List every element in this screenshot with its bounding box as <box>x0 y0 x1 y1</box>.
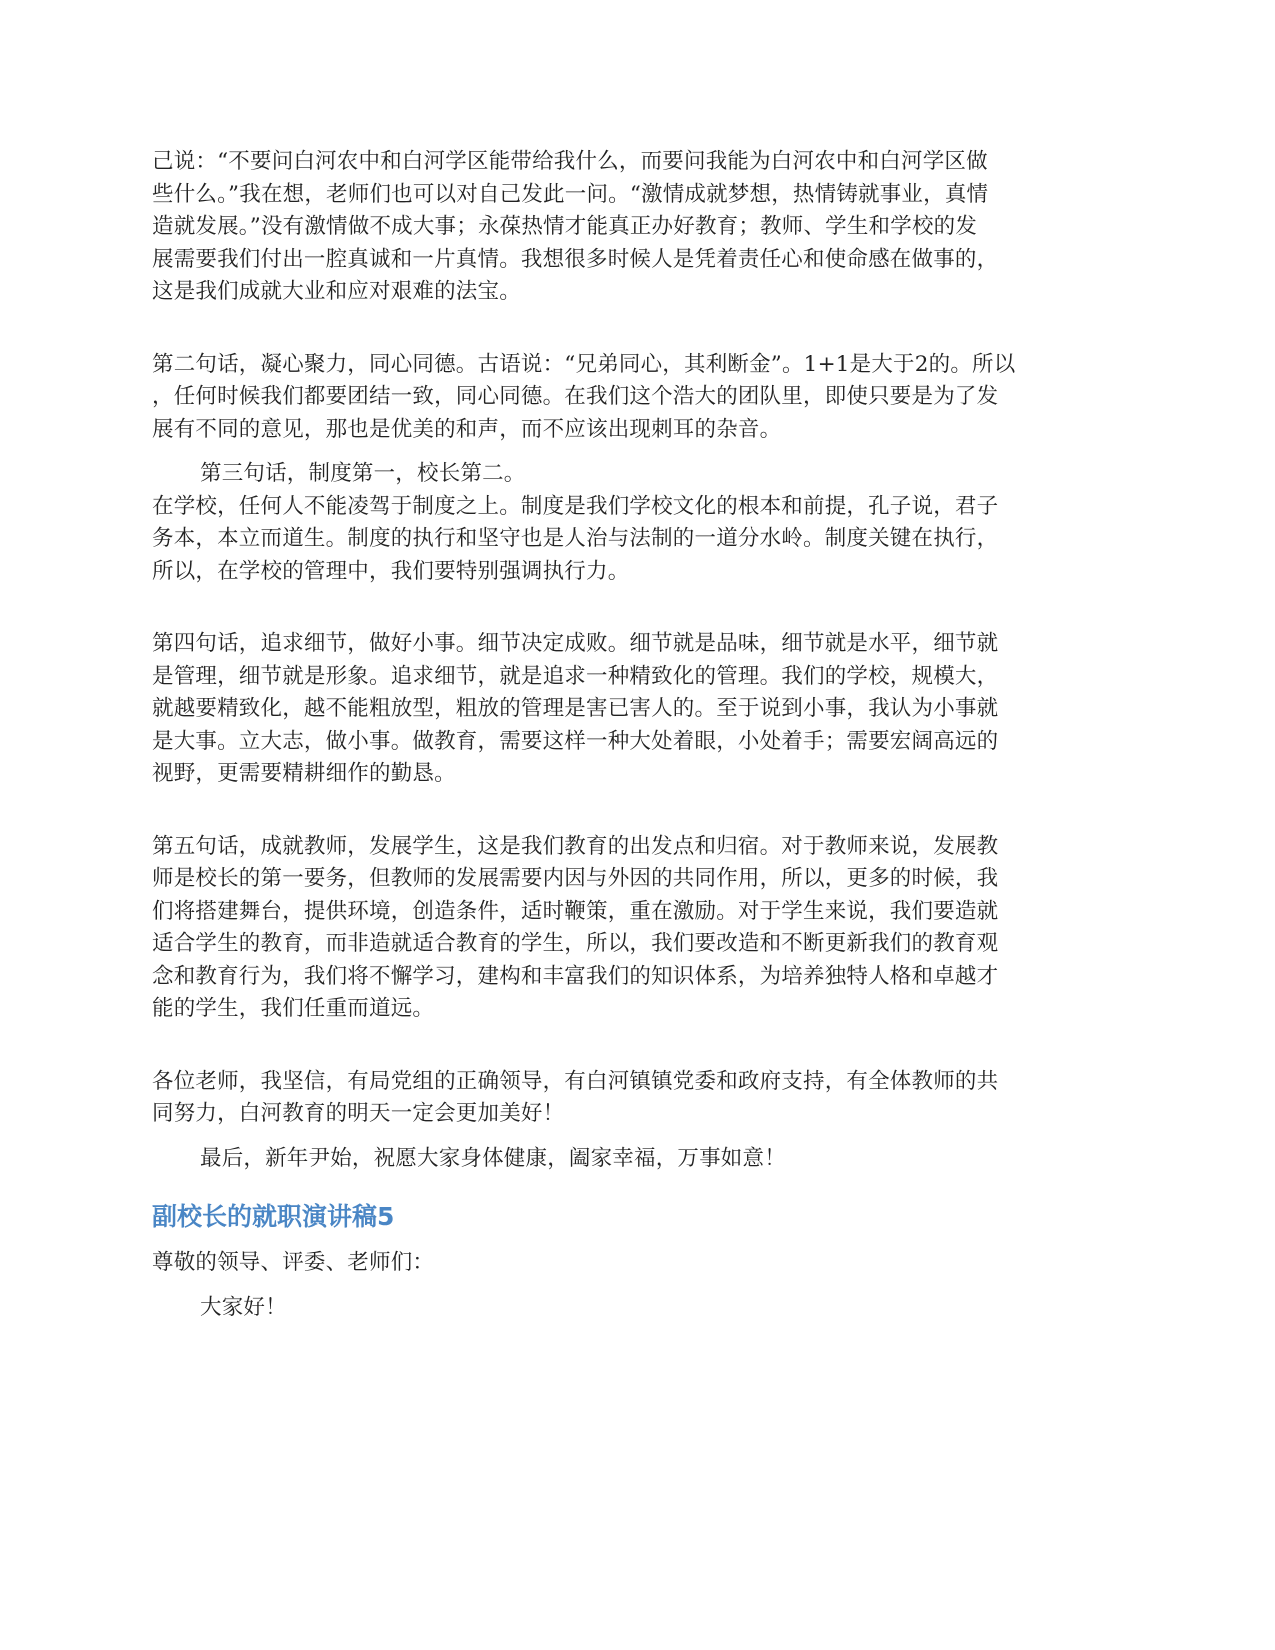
paragraph-6: 各位老师，我坚信，有局党组的正确领导，有白河镇镇党委和政府支持，有全体教师的共 同努力，白河教育的明天一定会更加美好！ <box>152 1068 999 1126</box>
paragraph-3-heading: 第三句话，制度第一，校长第二。 <box>200 461 526 486</box>
paragraph-7: 最后，新年尹始，祝愿大家身体健康，阖家幸福，万事如意！ <box>200 1145 786 1171</box>
paragraph-3-body: 在学校，任何人不能凌驾于制度之上。制度是我们学校文化的根本和前提，孔子说，君子 务本，本立而道生。制度的执行和坚守也是人治与法制的一道分水岭。制度关键在执行， 所以，在学校的管理中，我们要特别强调执行力。 <box>152 493 999 584</box>
paragraph-2: 第二句话，凝心聚力，同心同德。古语说：“兄弟同心，其利断金”。1+1是大于2的。所以 ，任何时候我们都要团结一致，同心同德。在我们这个浩大的团队里，即使只要是为了发 展有不同的意见，那也是优美的和声，而不应该出现刺耳的杂音。 <box>152 351 1016 442</box>
paragraph-5: 第五句话，成就教师，发展学生，这是我们教育的出发点和归宿。对于教师来说，发展教 师是校长的第一要务，但教师的发展需要内因与外因的共同作用，所以，更多的时候，我 们将搭建舞台，提供环境，创造条件，适时鞭策，重在激励。对于学生来说，我们要造就 适合学生的教育，而非造就适合教育的学生，所以，我们要改造和不断更新我们的教育观 念和教育行为，我们将不懈学习，建构和丰富我们的知识体系，为培养独特人格和卓越才 能的学生，我们任重而道远。 <box>152 833 999 1021</box>
section-heading: 副校长的就职演讲稿5 <box>152 1202 395 1231</box>
paragraph-1: 己说：“不要问白河农中和白河学区能带给我什么，而要问我能为白河农中和白河学区做 些什么。”我在想，老师们也可以对自己发此一问。“激情成就梦想，热情铸就事业，真情 造就发展。”没有激情做不成大事；永葆热情才能真正办好教育；教师、学生和学校的发 展需要我们付出一腔真诚和一片真情。我想很多时候人是凭着责任心和使命感在做事的， 这是我们成就大业和应对艰难的法宝。 <box>152 149 999 304</box>
paragraph-4: 第四句话，追求细节，做好小事。细节决定成败。细节就是品味，细节就是水平，细节就 是管理，细节就是形象。追求细节，就是追求一种精致化的管理。我们的学校，规模大， 就越要精致化，越不能粗放型，粗放的管理是害已害人的。至于说到小事，我认为小事就 是大事。立大志，做小事。做教育，需要这样一种大处着眼，小处着手；需要宏阔高远的 视野，更需要精耕细作的勤恳。 <box>152 631 999 786</box>
greeting: 大家好！ <box>200 1294 287 1320</box>
document-body <box>152 146 1124 1324</box>
salutation: 尊敬的领导、评委、老师们： <box>152 1250 435 1275</box>
